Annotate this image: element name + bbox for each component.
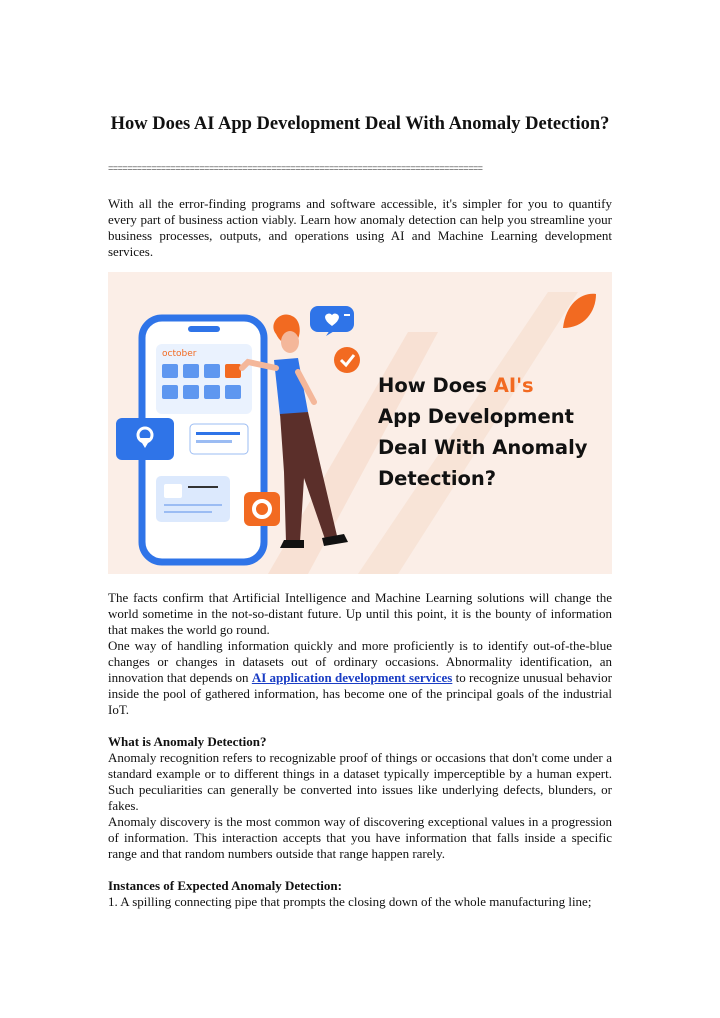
section-heading-what-is: What is Anomaly Detection? (108, 734, 267, 749)
paragraph-anomaly-recognition: Anomaly recognition refers to recognizable proof of things or occasions that don't come under a standard example or to different things in a dataset typically imperceptible by a human expert. Such peculiarities can generally be converted into issues like underlying defects, blunders, or fakes. (108, 750, 612, 813)
banner-headline-prefix: How Does (378, 374, 494, 397)
calendar-month-label: october (162, 349, 197, 359)
hero-banner-image (108, 272, 612, 574)
paragraph-anomaly-discovery: Anomaly discovery is the most common way of discovering exceptional values in a progression of information. This interaction accepts that you have information that falls inside a specific range and that random numbers outside that range happen rarely. (108, 814, 612, 861)
banner-headline-accent: AI's (493, 374, 534, 397)
paragraph-handling (108, 638, 612, 718)
paragraph-handling-text-1: One way of handling information quickly and more proficiently is to identify out-of-the-blue changes or changes in datasets out of ordinary occasions. Abnormality identification, an innovation that depends on (108, 638, 612, 685)
list-item: 1. A spilling connecting pipe that prompts the closing down of the whole manufacturing line; (108, 894, 592, 909)
page-title: How Does AI App Development Deal With Anomaly Detection? (110, 114, 610, 134)
paragraph-facts: The facts confirm that Artificial Intelligence and Machine Learning solutions will change the world sometime in the not-so-distant future. Up until this point, it is the bounty of information that makes the world go round. (108, 590, 612, 637)
banner-headline-line4: Detection? (378, 467, 497, 490)
article-body (108, 590, 612, 910)
banner-headline-line3: Deal With Anomaly (378, 436, 588, 459)
paragraph-handling-text-2: to recognize unusual behavior inside the pool of gathered information, has become one of the principal goals of the industrial IoT. (108, 670, 613, 717)
check-circle-icon (334, 347, 360, 373)
ai-application-development-services-link[interactable]: AI application development services (251, 670, 453, 685)
section-heading-instances: Instances of Expected Anomaly Detection: (108, 878, 342, 893)
banner-headline-line2: App Development (378, 405, 574, 428)
banner-headline (378, 370, 608, 494)
intro-paragraph: With all the error-finding programs and software accessible, it's simpler for you to quantify every part of business action viably. Learn how anomaly detection can help you streamline your business processes, outputs, and operations using AI and Machine Learning development services. (108, 196, 612, 259)
gear-icon (244, 492, 280, 526)
title-separator: ============================================================================== (108, 164, 483, 174)
